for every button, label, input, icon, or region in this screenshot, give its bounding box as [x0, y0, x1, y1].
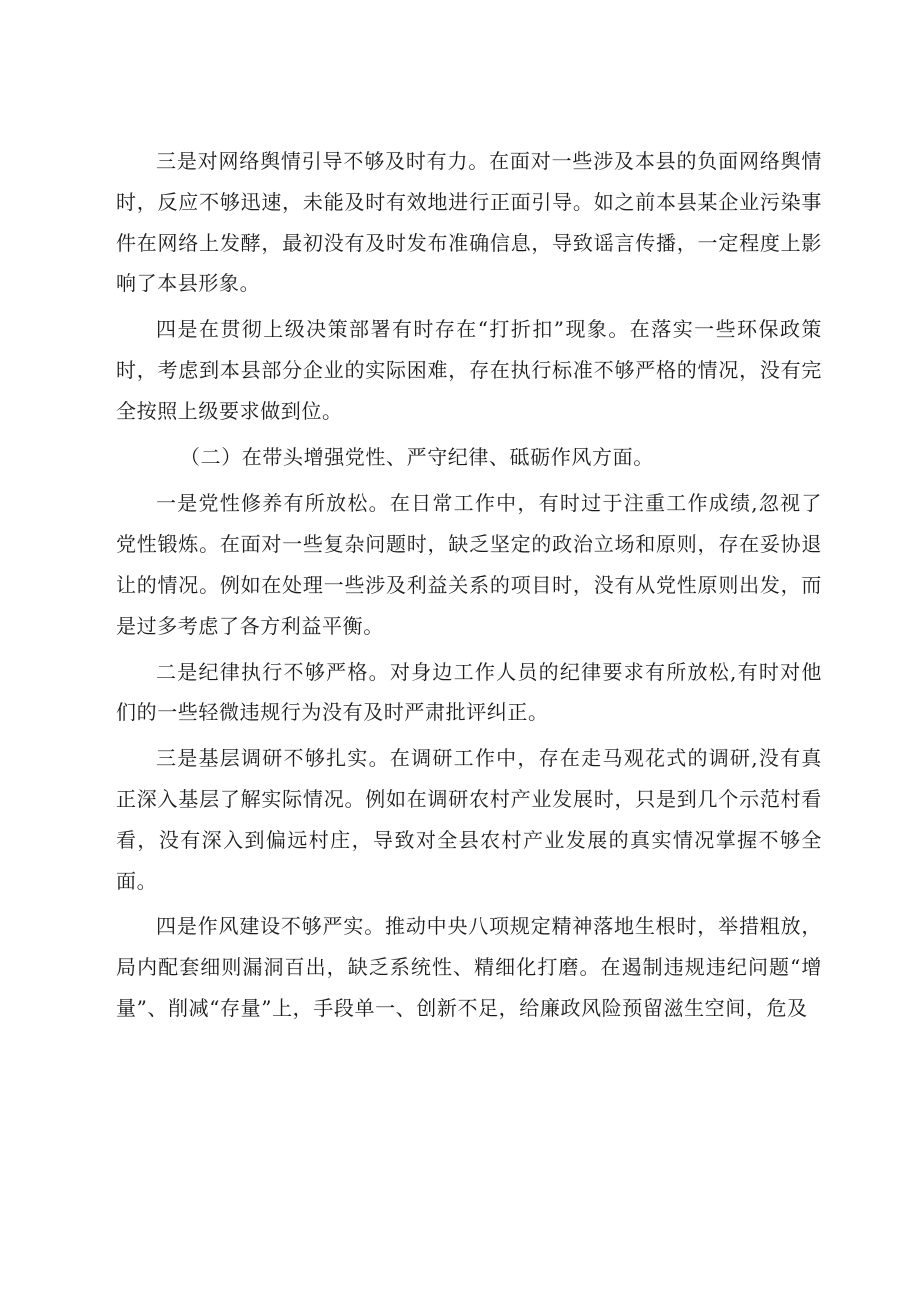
paragraph-policy-implementation: 四是在贯彻上级决策部署有时存在“打折扣”现象。在落实一些环保政策时，考虑到本县部分企业的实际困难，存在执行标准不够严格的情况，没有完全按照上级要求做到位。 [116, 317, 822, 423]
paragraph-discipline-enforcement: 二是纪律执行不够严格。对身边工作人员的纪律要求有所放松,有时对他们的一些轻微违规行为没有及时严肃批评纠正。 [116, 659, 822, 725]
paragraph-online-opinion: 三是对网络舆情引导不够及时有力。在面对一些涉及本县的负面网络舆情时，反应不够迅速，未能及时有效地进行正面引导。如之前本县某企业污染事件在网络上发酵，最初没有及时发布准确信息，导致谣言传播，一定程度上影响了本县形象。 [116, 149, 822, 296]
paragraph-grassroots-research: 三是基层调研不够扎实。在调研工作中，存在走马观花式的调研,没有真正深入基层了解实际情况。例如在调研农村产业发展时，只是到几个示范村看看，没有深入到偏远村庄，导致对全县农村产业发展的真实情况掌握不够全面。 [116, 746, 822, 893]
paragraph-work-style: 四是作风建设不够严实。推动中央八项规定精神落地生根时，举措粗放，局内配套细则漏洞百出，缺乏系统性、精细化打磨。在遏制违规违纪问题“增量”、削减“存量”上，手段单一、创新不足，给廉政风险预留滋生空间，危及 [116, 914, 822, 1020]
section-heading-party-discipline: （二）在带头增强党性、严守纪律、砥砺作风方面。 [180, 444, 654, 469]
document-body [116, 141, 822, 1034]
paragraph-party-cultivation: 一是党性修养有所放松。在日常工作中，有时过于注重工作成绩,忽视了党性锻炼。在面对一些复杂问题时，缺乏坚定的政治立场和原则，存在妥协退让的情况。例如在处理一些涉及利益关系的项目时，没有从党性原则出发，而是过多考虑了各方利益平衡。 [116, 491, 822, 638]
